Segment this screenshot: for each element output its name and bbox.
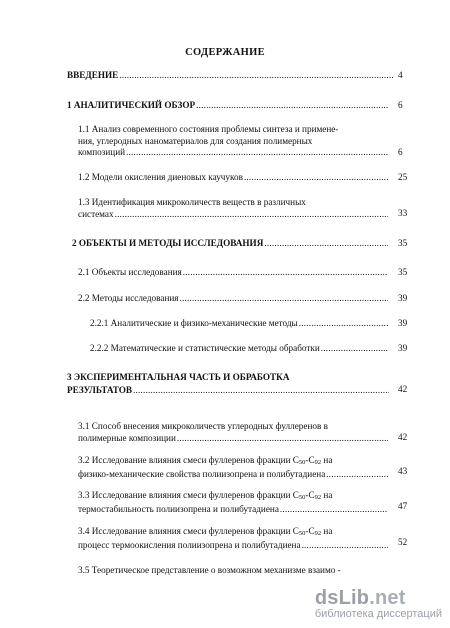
toc-entry-line: термостабильность полиизопрена и полибутадиена xyxy=(78,503,279,514)
toc-entry-line: ния, углеродных наноматериалов для создания полимерных xyxy=(78,135,313,146)
toc-entry-line: 3.5 Теоретическое представление о возможном механизме взаимо - xyxy=(78,565,341,575)
toc-entry-line: 3.2 Исследование влияния смеси фуллеренов фракции C50-C92 на xyxy=(78,455,333,466)
toc-entry-3-3[interactable] xyxy=(78,490,388,515)
toc-entry-title: 2.1 Объекты исследования xyxy=(78,267,182,277)
toc-entry-chapter-2[interactable] xyxy=(72,238,388,250)
toc-entry-intro[interactable] xyxy=(67,70,393,82)
toc-entry-title: 2.2 Методы исследования xyxy=(78,293,179,303)
toc-page-number: 43 xyxy=(398,466,408,476)
toc-page-number: 39 xyxy=(398,318,408,328)
toc-entry-1-2[interactable] xyxy=(78,172,388,184)
toc-entry-2-1[interactable] xyxy=(78,267,388,279)
toc-entry-title: ВВЕДЕНИЕ xyxy=(67,70,119,80)
page-title: СОДЕРЖАНИЕ xyxy=(185,47,265,58)
toc-entry-title: 2 ОБЪЕКТЫ И МЕТОДЫ ИССЛЕДОВАНИЯ xyxy=(72,238,264,248)
toc-entry-title: 2.2.2 Математические и статистические методы обработки xyxy=(90,343,320,353)
toc-entry-3-2[interactable] xyxy=(78,455,388,480)
toc-entry-1-3[interactable] xyxy=(78,197,388,220)
toc-entry-2-2-1[interactable] xyxy=(90,318,388,330)
toc-page-number: 39 xyxy=(398,293,408,303)
toc-entry-line: 3.1 Способ внесения микроколичеств углеродных фуллеренов в xyxy=(78,421,328,431)
toc-page-number: 4 xyxy=(398,70,403,80)
toc-page-number: 42 xyxy=(398,384,408,394)
toc-entry-title: 2.2.1 Аналитические и физико-механические методы xyxy=(90,318,298,328)
toc-entry-line: системах xyxy=(78,208,114,219)
toc-entry-line: полимерные композиции xyxy=(78,432,176,443)
toc-entry-title: 1 АНАЛИТИЧЕСКИЙ ОБЗОР xyxy=(67,100,196,110)
watermark xyxy=(315,587,442,620)
toc-page-number: 35 xyxy=(398,238,408,248)
watermark-tagline: библиотека диссертаций xyxy=(314,608,442,620)
toc-entry-3-5[interactable] xyxy=(78,565,388,577)
toc-entry-line: процесс термоокисления полиизопрена и полибутадиена xyxy=(78,539,301,550)
toc-entry-2-2[interactable] xyxy=(78,293,388,305)
watermark-logo: dsLib.net xyxy=(314,587,406,609)
toc-entry-chapter-1[interactable] xyxy=(67,100,388,112)
toc-entry-line: композиций xyxy=(78,147,126,157)
toc-entry-2-2-2[interactable] xyxy=(90,343,388,355)
toc-page-number: 33 xyxy=(398,208,408,218)
toc-page-number: 39 xyxy=(398,343,408,353)
toc-entry-line: 3 ЭКСПЕРИМЕНТАЛЬНАЯ ЧАСТЬ И ОБРАБОТКА xyxy=(67,372,290,382)
toc-entry-line: физико-механические свойства полиизопрена и полибутадиена xyxy=(78,468,326,479)
toc-entry-line: 1.3 Идентификация микроколичеств веществ в различных xyxy=(78,197,306,207)
toc-entry-1-1[interactable] xyxy=(78,124,388,159)
toc-entry-title: 1.2 Модели окисления диеновых каучуков xyxy=(78,172,243,182)
toc-entry-line: 1.1 Анализ современного состояния проблемы синтеза и примене- xyxy=(78,124,339,134)
toc-entry-chapter-3[interactable] xyxy=(67,371,389,397)
toc-entry-line: 3.3 Исследование влияния смеси фуллеренов фракции C50-C92 на xyxy=(78,490,333,501)
toc-page-number: 6 xyxy=(398,100,403,110)
toc-entry-line: 3.4 Исследование влияния смеси фуллеренов фракции C50-C92 на xyxy=(78,526,333,537)
toc-entry-line: РЕЗУЛЬТАТОВ xyxy=(67,385,133,395)
toc-page-number: 52 xyxy=(398,537,408,547)
toc-page-number: 6 xyxy=(398,147,403,157)
toc-entry-3-4[interactable] xyxy=(78,526,388,551)
toc-page-number: 42 xyxy=(398,432,408,442)
toc-page-number: 35 xyxy=(398,267,408,277)
toc-page-number: 25 xyxy=(398,172,408,182)
toc-entry-3-1[interactable] xyxy=(78,421,388,444)
toc-page-number: 47 xyxy=(398,501,408,511)
